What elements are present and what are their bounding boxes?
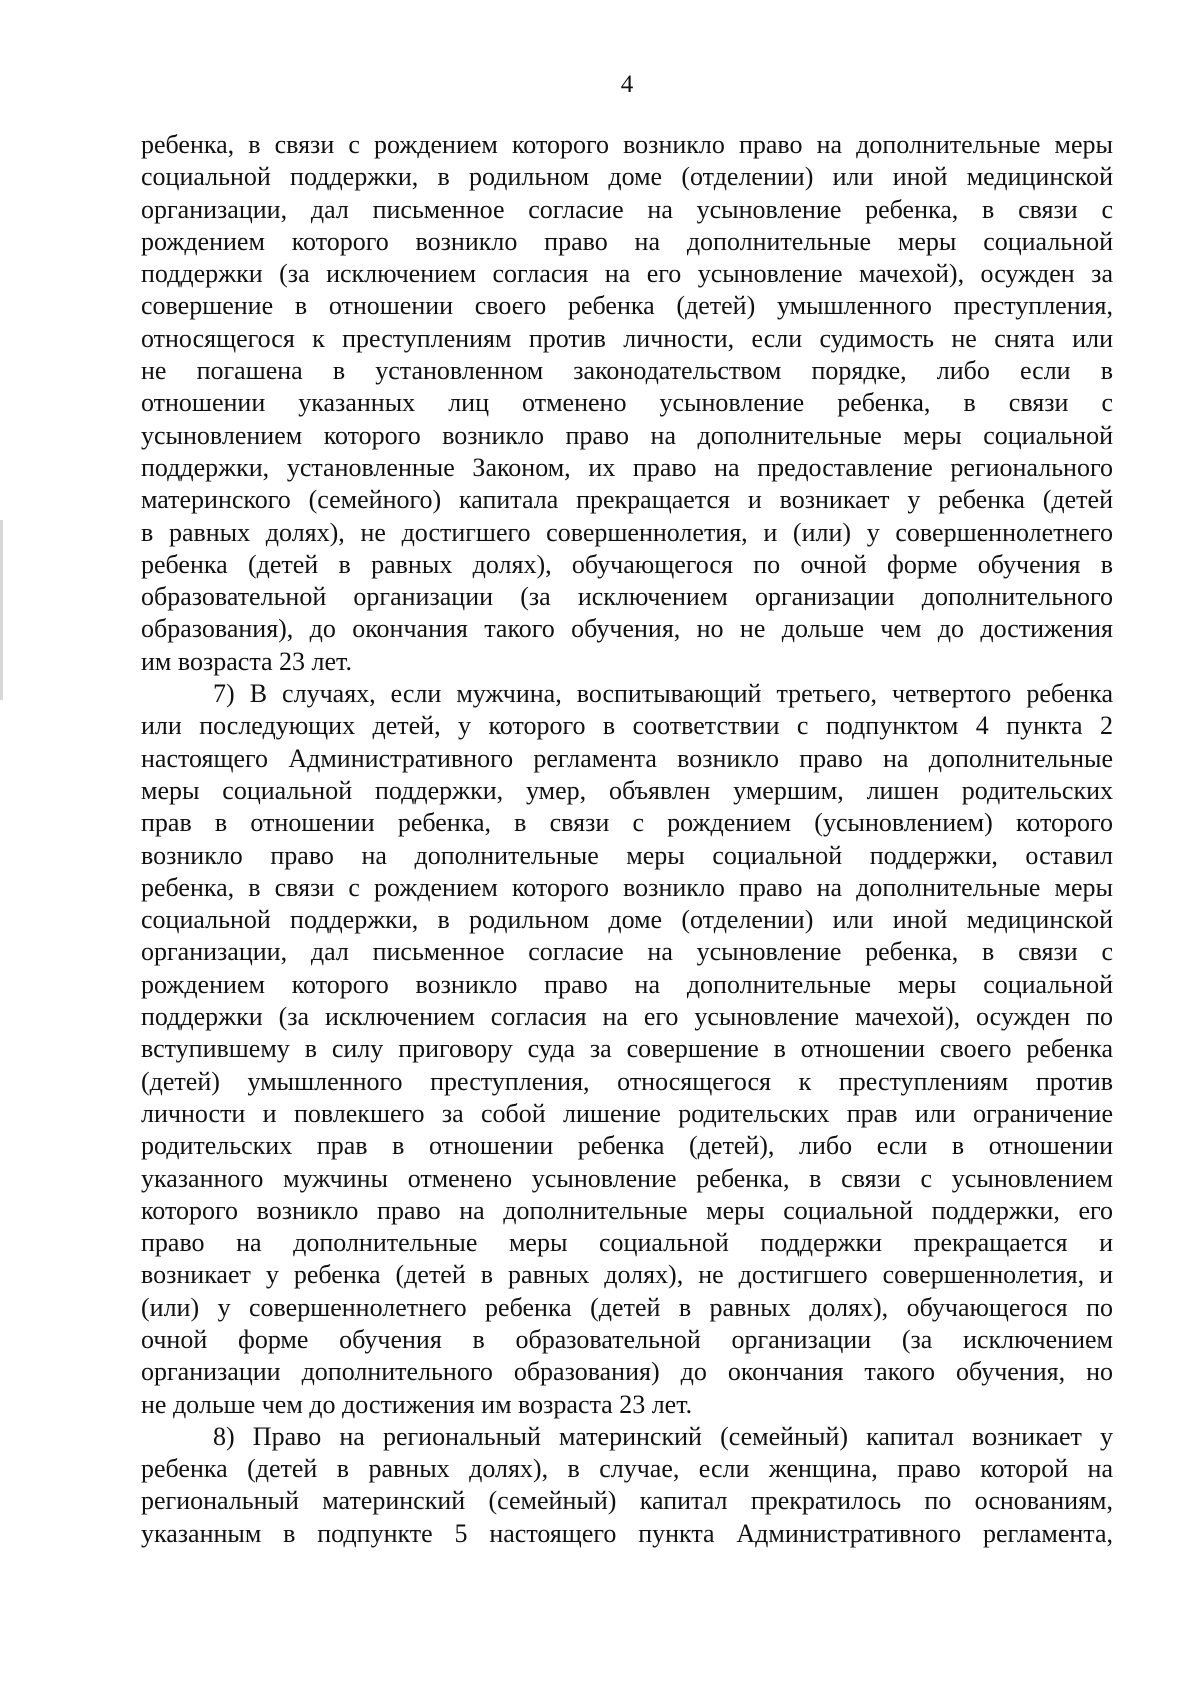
text-line: относящегося к преступлениям против личности, если судимость не снята или — [141, 323, 1113, 353]
text-line: социальной поддержки, в родильном доме (отделении) или иной медицинской — [141, 905, 1113, 935]
text-line: личности и повлекшего за собой лишение родительских прав или ограничение — [141, 1098, 1113, 1128]
text-line: образовательной организации (за исключением организации дополнительного — [141, 582, 1113, 612]
text-line: 7) В случаях, если мужчина, воспитывающий третьего, четвертого ребенка — [213, 679, 1113, 709]
text-line: которого возникло право на дополнительные меры социальной поддержки, его — [141, 1195, 1113, 1225]
text-line: настоящего Административного регламента возникло право на дополнительные — [141, 743, 1113, 773]
paragraph-continuation — [141, 129, 1113, 678]
text-line: не погашена в установленном законодательством порядке, либо если в — [141, 356, 1113, 386]
text-line: возникло право на дополнительные меры социальной поддержки, оставил — [141, 840, 1113, 870]
text-line: рождением которого возникло право на дополнительные меры социальной — [141, 226, 1113, 256]
text-line: социальной поддержки, в родильном доме (отделении) или иной медицинской — [141, 162, 1113, 192]
text-line: очной форме обучения в образовательной организации (за исключением — [141, 1324, 1113, 1354]
text-line: ребенка, в связи с рождением которого возникло право на дополнительные меры — [141, 130, 1113, 159]
text-line: возникает у ребенка (детей в равных долях), не достигшего совершеннолетия, и — [141, 1260, 1113, 1290]
text-line: материнского (семейного) капитала прекращается и возникает у ребенка (детей — [141, 485, 1113, 515]
text-line: или последующих детей, у которого в соответствии с подпунктом 4 пункта 2 — [141, 711, 1113, 741]
text-line: указанным в подпункте 5 настоящего пункта Административного регламента, — [141, 1518, 1113, 1548]
page-number: 4 — [620, 71, 634, 98]
text-line: не дольше чем до достижения им возраста 23 лет. — [141, 1389, 693, 1419]
text-line: меры социальной поддержки, умер, объявлен умершим, лишен родительских — [141, 775, 1113, 805]
paragraph-item-7 — [141, 678, 1113, 1421]
text-line: образования), до окончания такого обучения, но не дольше чем до достижения — [141, 614, 1113, 644]
text-line: родительских прав в отношении ребенка (детей), либо если в отношении — [141, 1131, 1113, 1161]
text-line: ребенка (детей в равных долях), обучающегося по очной форме обучения в — [141, 549, 1113, 579]
text-line: совершение в отношении своего ребенка (детей) умышленного преступления, — [141, 291, 1113, 321]
text-line: усыновлением которого возникло право на дополнительные меры социальной — [141, 420, 1113, 450]
text-line: региональный материнский (семейный) капитал прекратилось по основаниям, — [141, 1486, 1113, 1516]
text-line: в равных долях), не достигшего совершеннолетия, и (или) у совершеннолетнего — [141, 517, 1113, 547]
text-line: прав в отношении ребенка, в связи с рождением (усыновлением) которого — [141, 808, 1113, 838]
text-line: отношении указанных лиц отменено усыновление ребенка, в связи с — [141, 388, 1113, 418]
text-line: право на дополнительные меры социальной поддержки прекращается и — [141, 1228, 1113, 1258]
text-line: им возраста 23 лет. — [141, 646, 352, 676]
scan-edge-mark — [0, 520, 3, 700]
paragraph-item-8 — [141, 1421, 1113, 1550]
text-line: поддержки (за исключением согласия на его усыновление мачехой), осужден за — [141, 259, 1113, 289]
text-line: вступившему в силу приговору суда за совершение в отношении своего ребенка — [141, 1034, 1113, 1064]
text-line: организации дополнительного образования) до окончания такого обучения, но — [141, 1357, 1113, 1387]
text-line: (детей) умышленного преступления, относящегося к преступлениям против — [141, 1066, 1113, 1096]
text-line: поддержки, установленные Законом, их право на предоставление регионального — [141, 452, 1113, 482]
text-line: ребенка, в связи с рождением которого возникло право на дополнительные меры — [141, 872, 1113, 902]
text-line: (или) у совершеннолетнего ребенка (детей в равных долях), обучающегося по — [141, 1292, 1113, 1322]
text-line: организации, дал письменное согласие на усыновление ребенка, в связи с — [141, 194, 1113, 224]
text-line: ребенка (детей в равных долях), в случае, если женщина, право которой на — [141, 1454, 1113, 1484]
text-line: рождением которого возникло право на дополнительные меры социальной — [141, 969, 1113, 999]
text-line: организации, дал письменное согласие на усыновление ребенка, в связи с — [141, 937, 1113, 967]
text-line: указанного мужчины отменено усыновление ребенка, в связи с усыновлением — [141, 1163, 1113, 1193]
document-body — [141, 129, 1113, 1550]
text-line: поддержки (за исключением согласия на его усыновление мачехой), осужден по — [141, 1002, 1113, 1032]
text-line: 8) Право на региональный материнский (семейный) капитал возникает у — [213, 1421, 1113, 1451]
